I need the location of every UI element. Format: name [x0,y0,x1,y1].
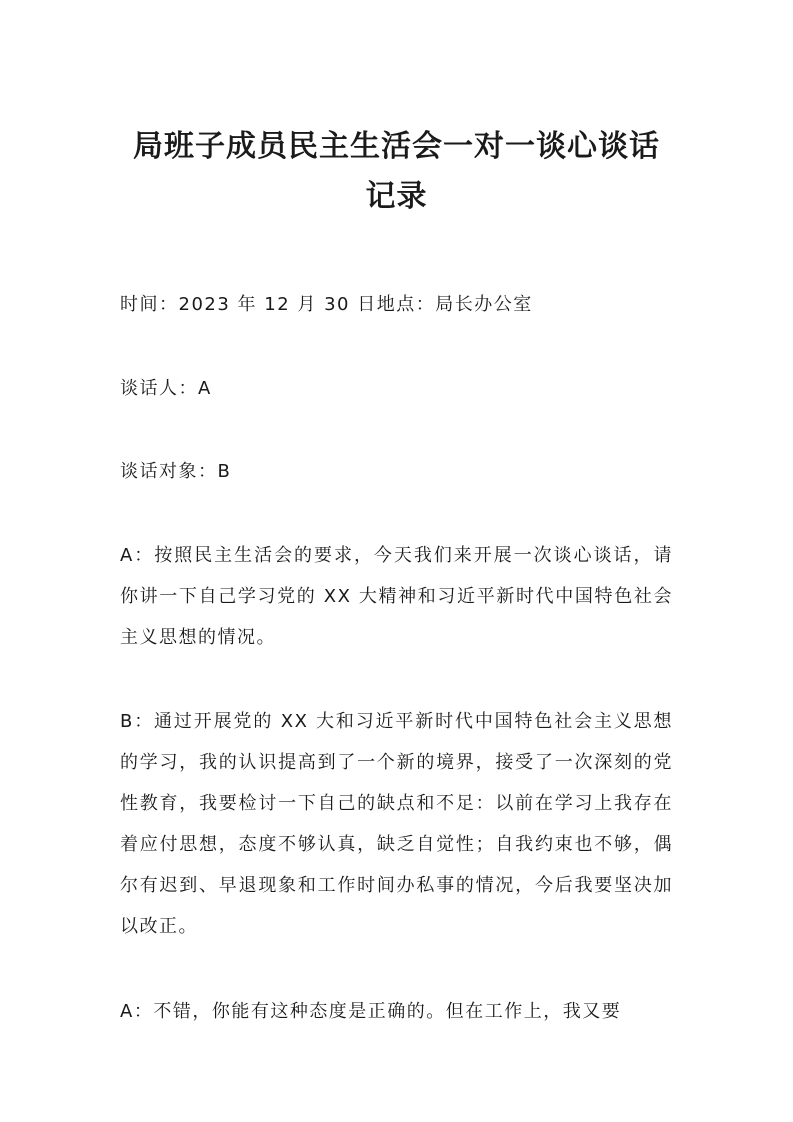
meta-time-place: 时间：2023 年 12 月 30 日地点：局长办公室 [120,294,533,315]
meta-target: 谈话对象：B [120,461,232,482]
dialogue-paragraph: B：通过开展党的 XX 大和习近平新时代中国特色社会主义思想的学习，我的认识提高到了一个新的境界，接受了一次深刻的党性教育，我要检讨一下自己的缺点和不足：以前在学习上我存在着应付思想，态度不够认真，缺乏自觉性；自我约束也不够，偶尔有迟到、早退现象和工作时间办私事的情况，今后我要坚决加以改正。 [120,711,673,937]
document-title: 局班子成员民主生活会一对一谈心谈话记录 [133,129,660,214]
meta-speaker: 谈话人：A [120,378,212,399]
dialogue-paragraph: A：按照民主生活会的要求，今天我们来开展一次谈心谈话，请你讲一下自己学习党的 XX 大精神和习近平新时代中国特色社会主义思想的情况。 [120,545,673,648]
dialogue-paragraph: A：不错，你能有这种态度是正确的。但在工作上，我又要 [120,1001,622,1022]
